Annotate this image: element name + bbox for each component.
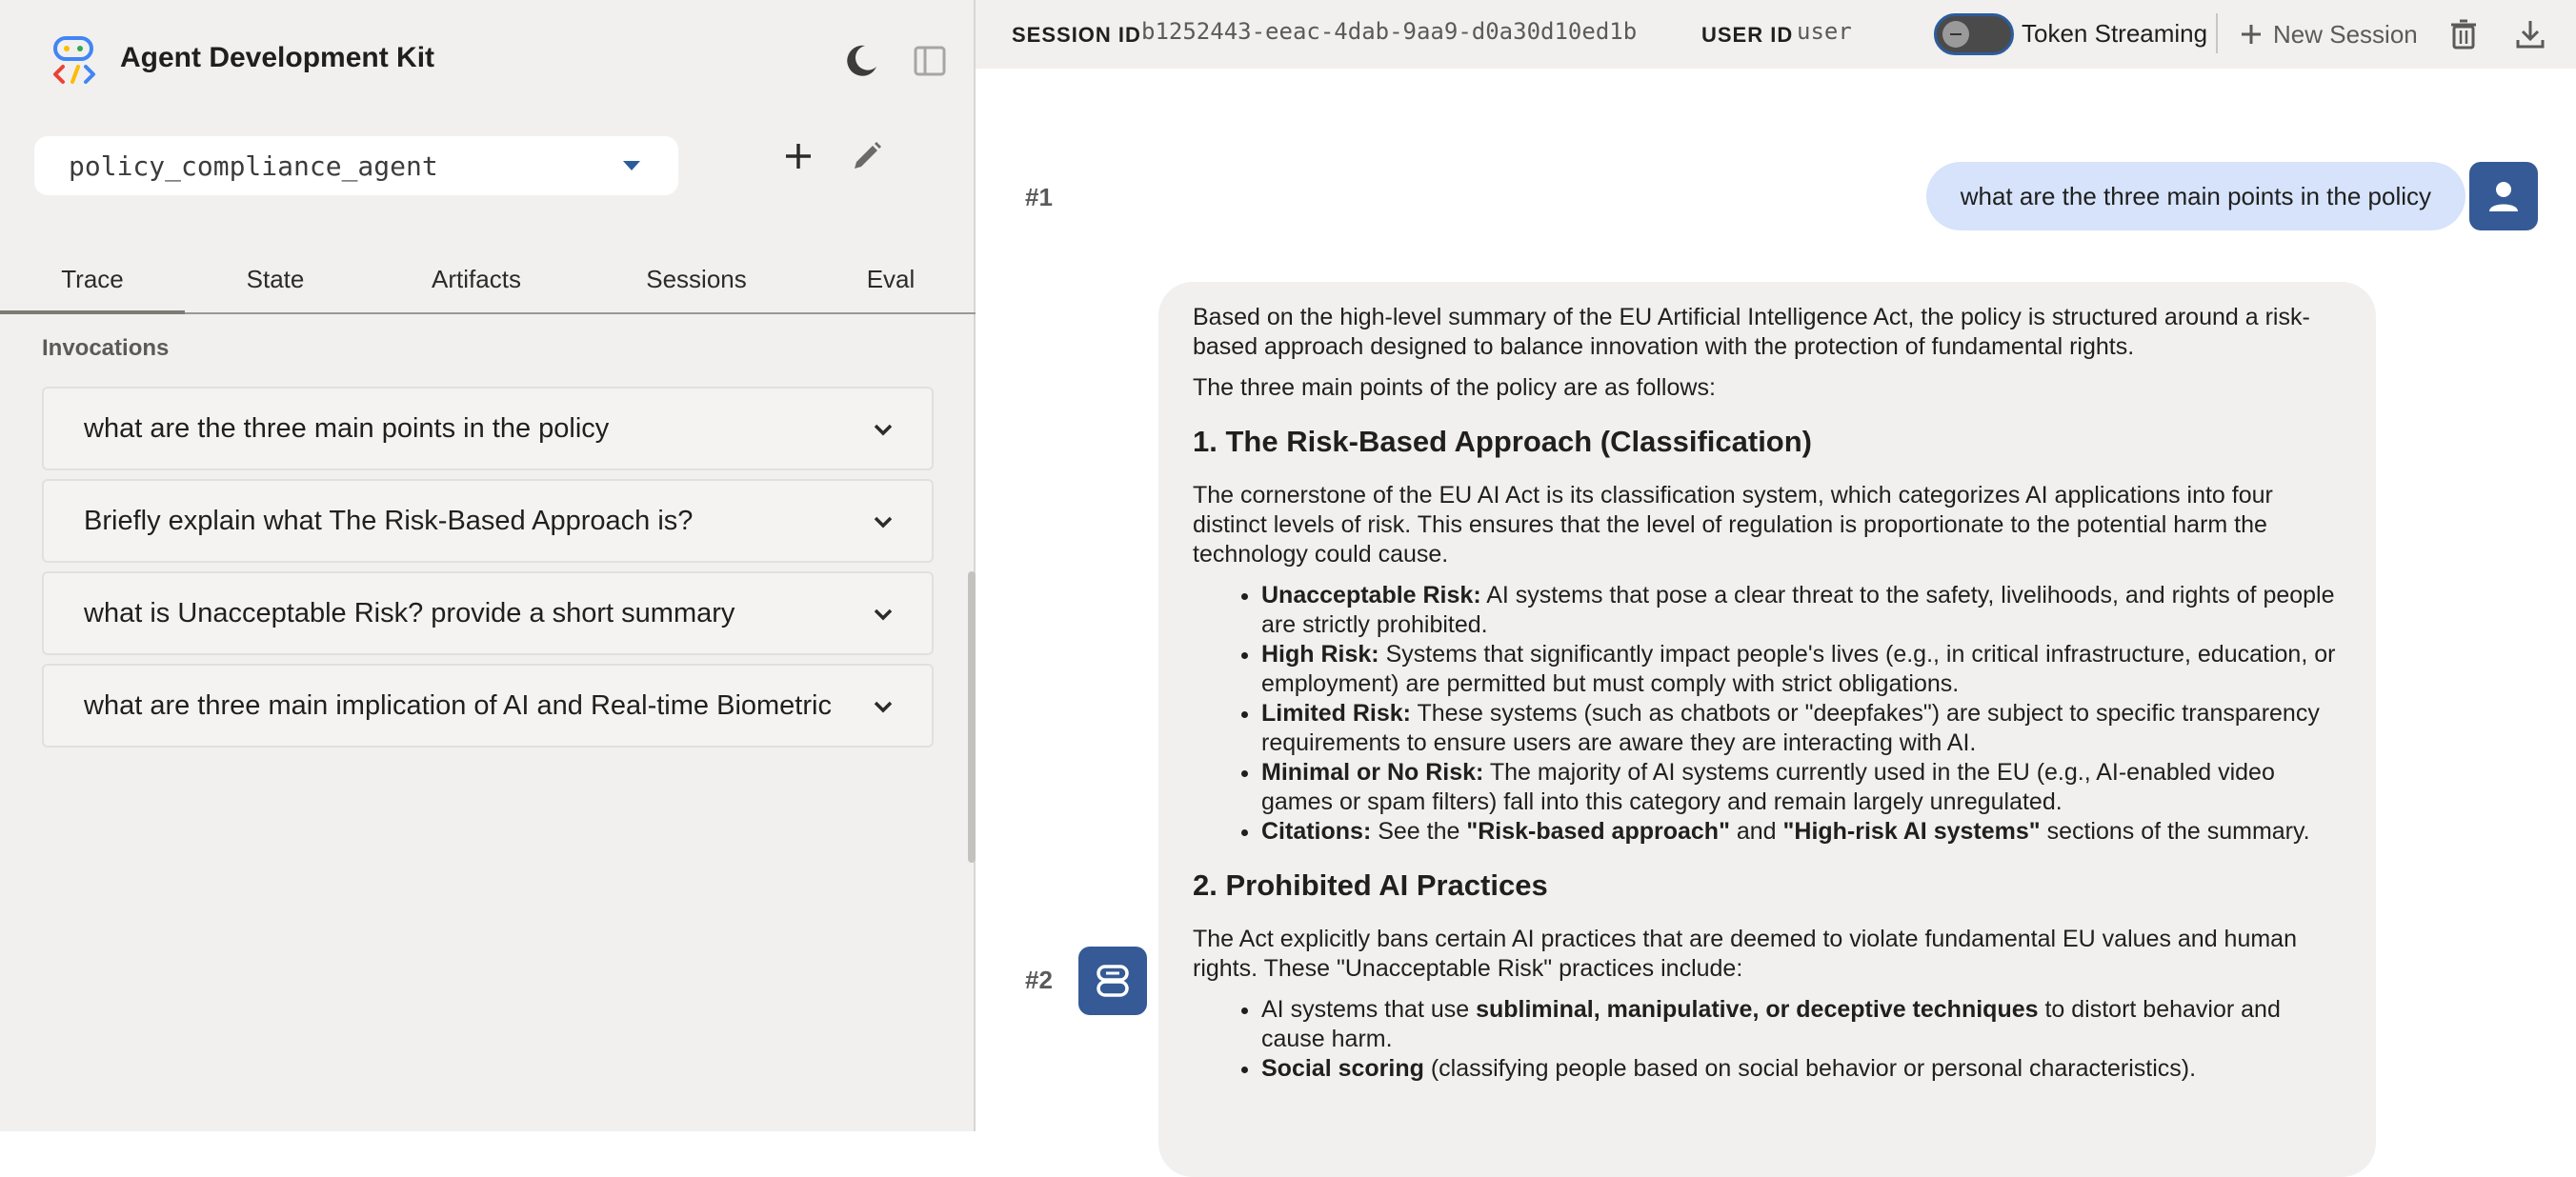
user-avatar	[2469, 162, 2538, 230]
toolbar-divider	[2216, 13, 2218, 53]
edit-agent-button[interactable]	[842, 131, 892, 181]
token-streaming-label: Token Streaming	[2022, 19, 2208, 48]
response-intro: Based on the high-level summary of the EU Artificial Intelligence Act, the policy is structured around a risk-based approach designed to balance innovation with the protection of fundamental rights.	[1193, 304, 2310, 360]
pencil-icon	[850, 139, 884, 173]
chevron-down-icon	[871, 509, 896, 534]
invocation-item[interactable]	[42, 479, 934, 563]
agent-avatar	[1078, 947, 1147, 1015]
plus-icon	[782, 140, 815, 172]
invocation-item[interactable]	[42, 387, 934, 470]
response-lead: The three main points of the policy are as follows:	[1193, 374, 1716, 401]
plus-icon	[2239, 22, 2264, 47]
tab-eval[interactable]: Eval	[866, 264, 916, 293]
list-item: • Limited Risk: These systems (such as chatbots or "deepfakes") are subject to specific transparency requirements to ensure users are aware they are interacting with AI.	[1261, 699, 2342, 758]
list-item: • Citations: See the "Risk-based approach" and "High-risk AI systems" sections of the summary.	[1261, 817, 2342, 847]
tab-artifacts[interactable]: Artifacts	[432, 264, 521, 293]
list-item: • High Risk: Systems that significantly impact people's lives (e.g., in critical infrastructure, education, or employment) are permitted but must comply with strict obligations.	[1261, 640, 2342, 699]
invocation-label: what is Unacceptable Risk? provide a short summary	[84, 597, 735, 628]
chevron-down-icon	[871, 417, 896, 442]
invocation-item[interactable]	[42, 664, 934, 748]
new-session-label: New Session	[2273, 19, 2418, 49]
download-icon	[2514, 18, 2546, 50]
invocation-label: what are three main implication of AI and Real-time Biometric	[84, 689, 832, 721]
robot-icon	[1093, 961, 1133, 1001]
list-item: • AI systems that use subliminal, manipulative, or deceptive techniques to distort behavior and cause harm.	[1261, 995, 2342, 1054]
invocation-label: what are the three main points in the policy	[84, 412, 610, 444]
list-item: • Unacceptable Risk: AI systems that pose a clear threat to the safety, livelihoods, and rights of people are strictly prohibited.	[1261, 581, 2342, 640]
sidebar-scrollbar[interactable]	[968, 571, 976, 863]
chat-panel	[976, 0, 2576, 1131]
turn-number: #1	[1025, 183, 1053, 211]
turn-number: #2	[1025, 966, 1053, 994]
invocations-list	[42, 387, 934, 756]
person-icon	[2485, 177, 2523, 215]
adk-logo-icon	[50, 34, 103, 88]
chevron-down-icon	[871, 602, 896, 627]
agent-select-value: policy_compliance_agent	[69, 150, 438, 182]
tab-sessions[interactable]: Sessions	[646, 264, 747, 293]
tab-trace[interactable]: Trace	[0, 246, 185, 312]
user-id-label: USER ID	[1701, 23, 1794, 47]
agent-select[interactable]	[34, 136, 678, 195]
moon-icon	[842, 42, 880, 80]
theme-toggle-button[interactable]	[838, 38, 884, 84]
prohibited-practices-list	[1193, 995, 2342, 1084]
tab-state[interactable]: State	[246, 264, 305, 293]
session-toolbar	[976, 0, 2576, 69]
list-item: • Social scoring (classifying people based on social behavior or personal characteristics).	[1261, 1054, 2342, 1084]
invocation-item[interactable]	[42, 571, 934, 655]
session-id-label: SESSION ID	[1012, 23, 1141, 47]
add-agent-button[interactable]	[774, 131, 823, 181]
sidebar-toggle-icon	[913, 44, 947, 78]
token-streaming-toggle[interactable]	[1934, 13, 2014, 55]
caret-down-icon	[623, 161, 640, 170]
invocations-heading: Invocations	[42, 335, 170, 361]
invocation-label: Briefly explain what The Risk-Based Approach is?	[84, 505, 694, 536]
response-paragraph-1: The cornerstone of the EU AI Act is its classification system, which categorizes AI applications into four distinct levels of risk. This ensures that the level of regulation is proportionate to the potential harm the technology could cause.	[1193, 482, 2273, 568]
user-message-bubble: what are the three main points in the policy	[1926, 162, 2465, 230]
delete-session-button[interactable]	[2443, 13, 2485, 55]
risk-levels-list	[1193, 581, 2342, 847]
user-id-value: user	[1797, 18, 1852, 45]
toggle-knob	[1942, 21, 1969, 48]
sidebar	[0, 0, 976, 1131]
session-id-value: b1252443-eeac-4dab-9aa9-d0a30d10ed1b	[1141, 18, 1638, 45]
app-title: Agent Development Kit	[120, 42, 435, 73]
trash-icon	[2447, 18, 2480, 50]
sidebar-tabs	[0, 246, 976, 314]
agent-response-bubble	[1158, 282, 2376, 1177]
new-session-button[interactable]	[2239, 15, 2418, 53]
response-paragraph-2: The Act explicitly bans certain AI practices that are deemed to violate fundamental EU values and human rights. These "Unacceptable Risk" practices include:	[1193, 926, 2297, 982]
response-heading-2: 2. Prohibited AI Practices	[1193, 868, 1548, 902]
download-session-button[interactable]	[2509, 13, 2551, 55]
list-item: • Minimal or No Risk: The majority of AI systems currently used in the EU (e.g., AI-enabled video games or spam filters) fall into this category and remain largely unregulated.	[1261, 758, 2342, 817]
chevron-down-icon	[871, 694, 896, 719]
response-heading-1: 1. The Risk-Based Approach (Classification)	[1193, 425, 1813, 458]
collapse-sidebar-button[interactable]	[907, 38, 953, 84]
